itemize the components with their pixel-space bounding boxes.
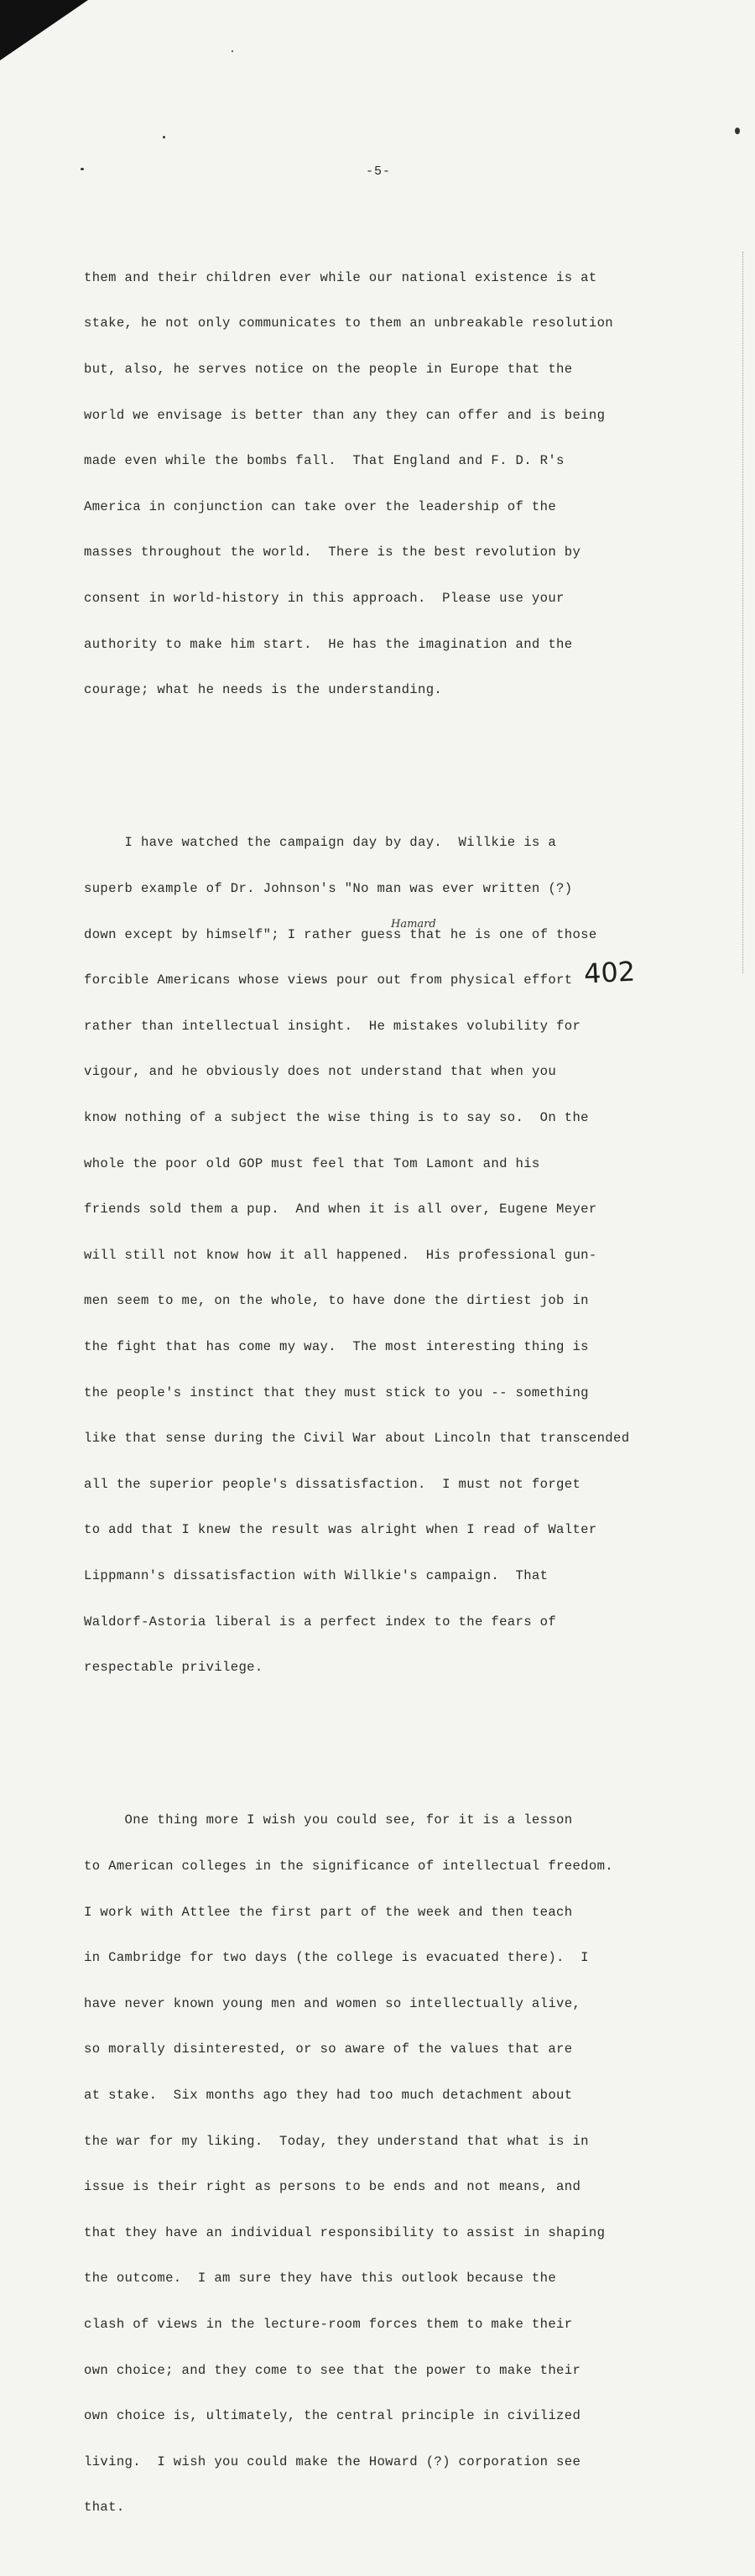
scan-speck [735, 128, 740, 134]
text-line: rather than intellectual insight. He mistakes volubility for [84, 1018, 581, 1034]
text-line: to add that I knew the result was alright when I read of Walter [84, 1522, 597, 1538]
text-line: to American colleges in the significance of intellectual freedom. [84, 1858, 614, 1874]
text-line: have never known young men and women so intellectually alive, [84, 1995, 581, 2011]
text-line: will still not know how it all happened. His professional gun- [84, 1247, 597, 1263]
text-line: masses throughout the world. There is the best revolution by [84, 545, 581, 561]
paragraph-gap [84, 1736, 721, 1751]
text-line: made even while the bombs fall. That England and F. D. R's [84, 453, 565, 469]
text-line: stake, he not only communicates to them an unbreakable resolution [84, 315, 614, 331]
text-line: vigour, and he obviously does not understand that when you [84, 1064, 557, 1080]
text-line: issue is their right as persons to be ends and not means, and [84, 2179, 581, 2195]
text-line: the fight that has come my way. The most interesting thing is [84, 1339, 589, 1355]
scan-speck [163, 136, 165, 138]
text-line: but, also, he serves notice on the people in Europe that the [84, 362, 573, 378]
text-line: authority to make him start. He has the imagination and the [84, 636, 573, 652]
text-line: know nothing of a subject the wise thing is to say so. On the [84, 1109, 589, 1125]
text-line: living. I wish you could make the Howard (?) corporation see [84, 2453, 581, 2469]
scan-edge-line [742, 252, 743, 973]
text-line: the war for my liking. Today, they understand that what is in [84, 2133, 589, 2149]
paragraph-1 [84, 239, 721, 728]
handwritten-annotation: Hamard [391, 918, 436, 931]
text-line: in Cambridge for two days (the college is evacuated there). I [84, 1950, 589, 1966]
text-line: at stake. Six months ago they had too much detachment about [84, 2087, 573, 2103]
text-line: consent in world-history in this approach. Please use your [84, 591, 565, 607]
text-line: all the superior people's dissatisfaction. I must not forget [84, 1476, 581, 1492]
paragraph-2 [84, 805, 721, 1706]
text-line: respectable privilege. [84, 1660, 263, 1676]
scan-corner-shadow [0, 0, 88, 60]
paragraph-3 [84, 1782, 721, 2546]
text-line: America in conjunction can take over the leadership of the [84, 498, 557, 514]
text-line: own choice is, ultimately, the central principle in civilized [84, 2408, 581, 2424]
text-line: men seem to me, on the whole, to have done the dirtiest job in [84, 1293, 589, 1309]
letter-body [84, 209, 721, 2576]
scan-speck [81, 168, 84, 170]
text-line: friends sold them a pup. And when it is all over, Eugene Meyer [84, 1202, 597, 1218]
text-line: like that sense during the Civil War about Lincoln that transcended [84, 1431, 630, 1447]
page-number: -5- [366, 164, 392, 179]
text-line: them and their children ever while our national existence is at [84, 269, 597, 285]
text-line: superb example of Dr. Johnson's "No man was ever written (?) [84, 880, 573, 896]
text-line: forcible Americans whose views pour out from physical effort [84, 973, 573, 988]
text-line: so morally disinterested, or so aware of the values that are [84, 2042, 573, 2057]
text-line: I work with Attlee the first part of the week and then teach [84, 1904, 573, 1920]
text-line: the people's instinct that they must stick to you -- something [84, 1384, 589, 1400]
text-line: world we envisage is better than any they can offer and is being [84, 407, 606, 423]
text-line: own choice; and they come to see that the power to make their [84, 2362, 581, 2378]
text-line: I have watched the campaign day by day. Willkie is a [84, 835, 557, 851]
text-line: courage; what he needs is the understanding. [84, 682, 443, 698]
text-line: Lippmann's dissatisfaction with Willkie's campaign. That [84, 1568, 549, 1584]
text-line: down except by himself"; I rather guess that he is one of those [84, 926, 597, 942]
text-line: One thing more I wish you could see, for it is a lesson [84, 1812, 573, 1828]
text-line: Waldorf-Astoria liberal is a perfect index to the fears of [84, 1614, 557, 1630]
scan-speck [232, 50, 233, 52]
handwritten-folio-number: 402 [583, 955, 637, 990]
text-line: clash of views in the lecture-room forces them to make their [84, 2317, 573, 2332]
text-line: that they have an individual responsibility to assist in shaping [84, 2224, 606, 2240]
text-line: whole the poor old GOP must feel that Tom Lamont and his [84, 1155, 540, 1171]
text-line: the outcome. I am sure they have this outlook because the [84, 2271, 557, 2287]
paragraph-gap [84, 759, 721, 774]
text-line: that. [84, 2500, 125, 2516]
